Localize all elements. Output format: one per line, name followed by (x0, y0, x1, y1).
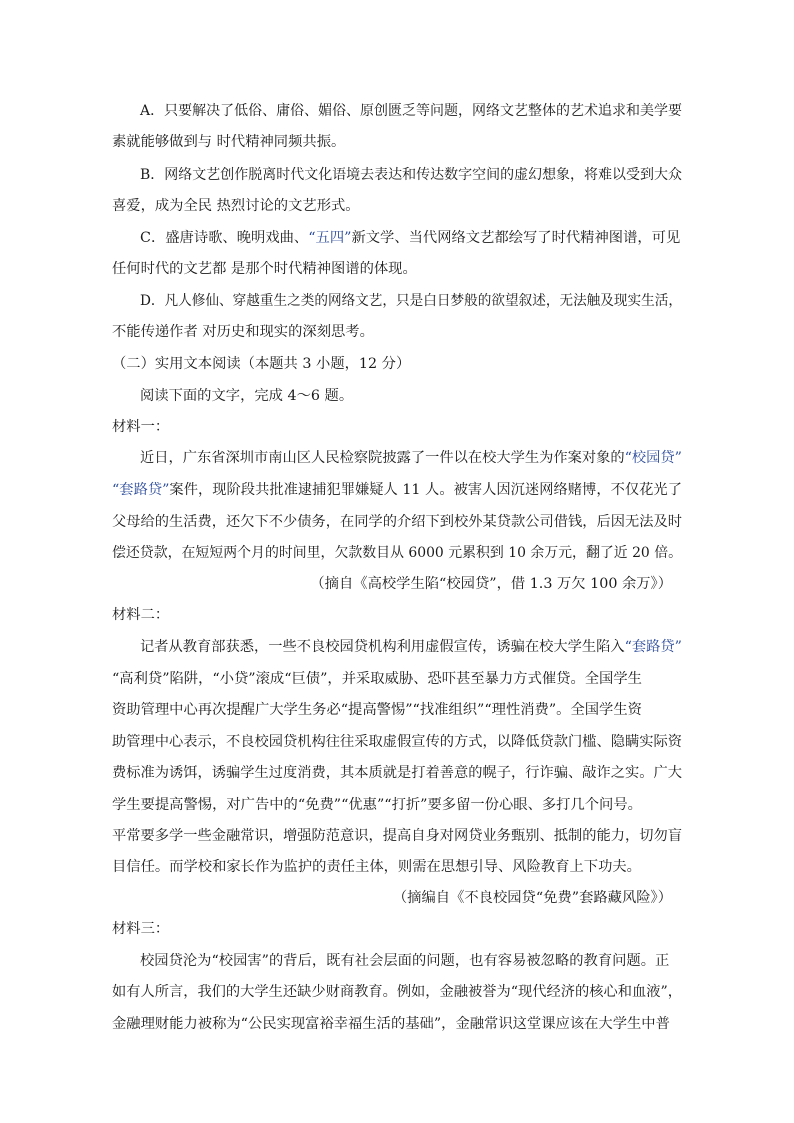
material-3-line-3: 金融理财能力被称为“公民实现富裕幸福生活的基础”，金融常识这堂课应该在大学生中普 (112, 1016, 670, 1032)
material-1-quote-xiaoyuandai: “校园贷” (624, 450, 682, 466)
material-3-line-2: 如有人所言，我们的大学生还缺少财商教育。例如，金融被誉为“现代经济的核心和血液”， (112, 984, 682, 1000)
material-2-line-4: 助管理中心表示，不良校园贷机构往往采取虚假宣传的方式，以降低贷款门槛、隐瞒实际资 (112, 734, 682, 750)
option-a-line-2: 素就能够做到与 时代精神同频共振。 (112, 134, 346, 150)
material-1-line-3: 父母给的生活费，还欠下不少债务，在同学的介绍下到校外某贷款公司借钱，后因无法及时 (112, 514, 682, 530)
material-2-line-7: 平常要多学一些金融常识，增强防范意识，提高自身对网贷业务甄别、抵制的能力，切勿盲 (112, 828, 682, 844)
material-2-line-6: 学生要提高警惕，对广告中的“免费”“优惠”“打折”要多留一份心眼、多打几个问号。 (112, 797, 642, 813)
material-2-line-3: 资助管理中心再次提醒广大学生务必“提高警惕”“找准组织”“理性消费”。全国学生资 (112, 702, 642, 718)
option-c-line-1 (140, 228, 680, 248)
material-2-line-2: “高利贷”陷阱，“小贷”滚成“巨债”，并采取威胁、恐吓甚至暴力方式催贷。全国学生 (112, 671, 642, 687)
material-1-source: （摘自《高校学生陷“校园贷”，借 1.3 万欠 100 余万》） (310, 576, 672, 592)
material-1-label: 材料一： (112, 419, 170, 435)
option-d-line-2: 不能传递作者 对历史和现实的深刻思考。 (112, 324, 374, 340)
section-instruction: 阅读下面的文字，完成 4～6 题。 (140, 388, 354, 404)
material-1-line-4: 偿还贷款，在短短两个月的时间里，欠款数目从 6000 元累积到 10 余万元，翻了近 20 倍。 (112, 545, 683, 561)
option-c-line-2: 任何时代的文艺都 是那个时代精神图谱的体现。 (112, 261, 417, 277)
material-2-text: 记者从教育部获悉，一些不良校园贷机构利用虚假宣传，诱骗在校大学生陷入 (140, 639, 625, 655)
option-c-quote-wusi: “五四” (308, 230, 352, 246)
option-c-text-pre: C．盛唐诗歌、晚明戏曲、 (140, 230, 309, 246)
material-1-text: 近日，广东省深圳市南山区人民检察院披露了一件以在校大学生为作案对象的 (140, 450, 625, 466)
material-2-line-1 (140, 637, 682, 657)
option-a-line-1: A．只要解决了低俗、庸俗、媚俗、原创匮乏等问题，网络文艺整体的艺术追求和美学要 (140, 103, 682, 119)
option-c-text-post: 新文学、当代网络文艺都绘写了时代精神图谱，可见 (351, 230, 681, 246)
material-2-label: 材料二： (112, 607, 170, 623)
material-2-quote-taoludai: “套路贷” (624, 639, 682, 655)
material-3-label: 材料三： (112, 921, 170, 937)
material-2-line-8: 目信任。而学校和家长作为监护的责任主体，则需在思想引导、风险教育上下功夫。 (112, 859, 641, 875)
material-3-line-1: 校园贷沦为“校园害”的背后，既有社会层面的问题，也有容易被忽略的教育问题。正 (140, 953, 670, 969)
material-1-line-2 (112, 480, 682, 500)
material-1-line-1 (140, 448, 682, 468)
material-2-line-5: 费标准为诱饵，诱骗学生过度消费，其本质就是打着善意的幌子，行诈骗、敲诈之实。广大 (112, 765, 682, 781)
option-d-line-1: D．凡人修仙、穿越重生之类的网络文艺，只是白日梦般的欲望叙述，无法触及现实生活， (140, 293, 683, 309)
material-2-source: （摘编自《不良校园贷“免费”套路藏风险》） (392, 890, 672, 906)
material-1-quote-taoludai: “套路贷” (112, 482, 170, 498)
material-1-text: 案件，现阶段共批准逮捕犯罪嫌疑人 11 人。被害人因沉迷网络赌博，不仅花光了 (169, 482, 682, 498)
section-heading: （二）实用文本阅读（本题共 3 小题，12 分） (112, 356, 411, 372)
option-b-line-2: 喜爱，成为全民 热烈讨论的文艺形式。 (112, 198, 360, 214)
option-b-line-1: B．网络文艺创作脱离时代文化语境去表达和传达数字空间的虚幻想象，将难以受到大众 (140, 167, 683, 183)
